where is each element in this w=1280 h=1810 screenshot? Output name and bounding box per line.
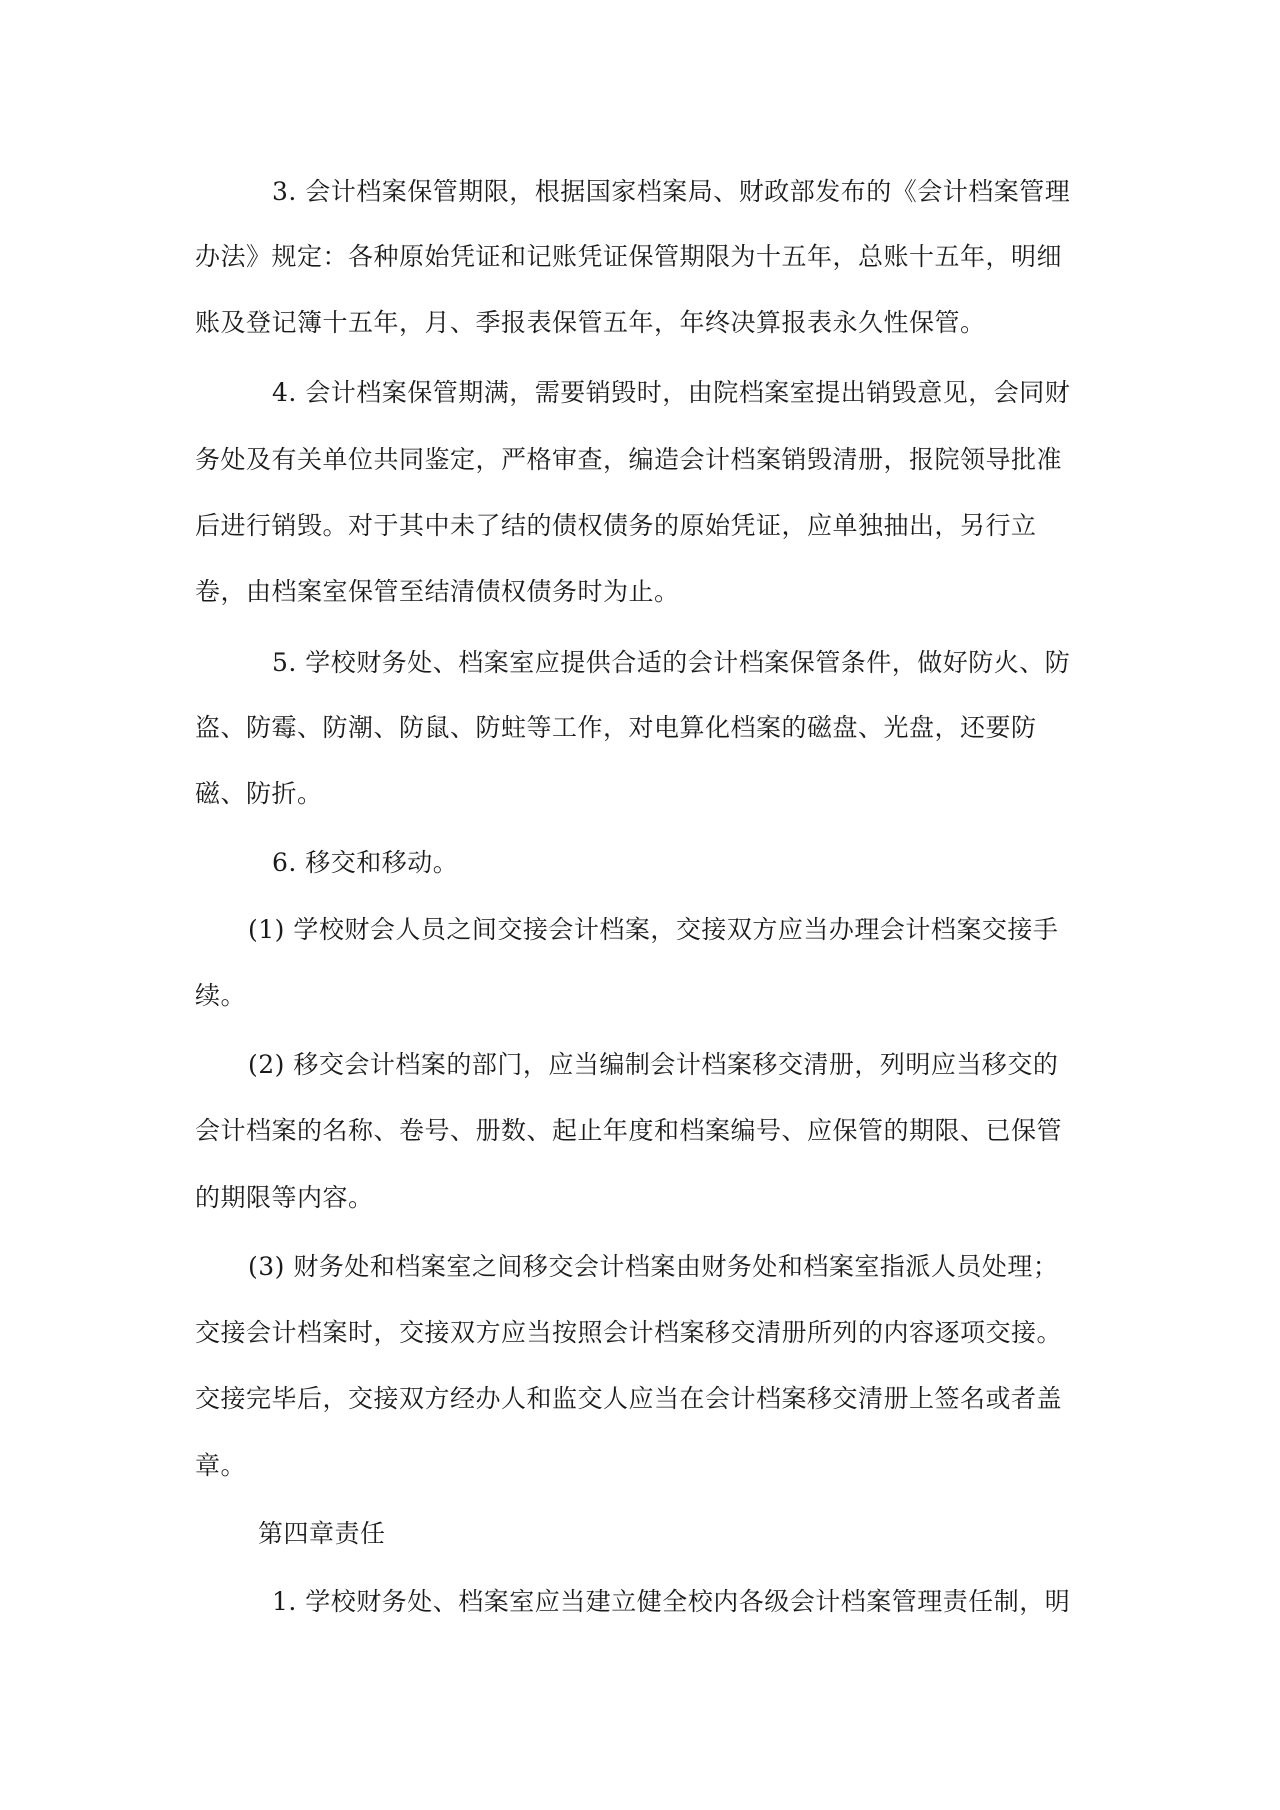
para-6-3-line-1: (3) 财务处和档案室之间移交会计档案由财务处和档案室指派人员处理； <box>248 1252 1059 1281</box>
para-4-line-1: 4. 会计档案保管期满，需要销毁时，由院档案室提出销毁意见，会同财 <box>272 378 1071 407</box>
para-6-2-line-3: 的期限等内容。 <box>195 1183 374 1212</box>
para-6-2-line-2: 会计档案的名称、卷号、册数、起止年度和档案编号、应保管的期限、已保管 <box>195 1116 1063 1145</box>
para-6-line-1: 6. 移交和移动。 <box>272 848 459 877</box>
chapter-4-heading: 第四章责任 <box>258 1519 386 1548</box>
para-3-line-1: 3. 会计档案保管期限，根据国家档案局、财政部发布的《会计档案管理 <box>272 177 1071 206</box>
para-5-line-1: 5. 学校财务处、档案室应提供合适的会计档案保管条件，做好防火、防 <box>272 648 1071 677</box>
para-4-line-2: 务处及有关单位共同鉴定，严格审查，编造会计档案销毁清册，报院领导批准 <box>195 445 1063 474</box>
para-3-line-2: 办法》规定：各种原始凭证和记账凭证保管期限为十五年，总账十五年，明细 <box>195 242 1063 271</box>
chapter-4-para-1-line-1: 1. 学校财务处、档案室应当建立健全校内各级会计档案管理责任制，明 <box>272 1587 1071 1616</box>
para-3-line-3: 账及登记簿十五年，月、季报表保管五年，年终决算报表永久性保管。 <box>195 308 986 337</box>
para-5-line-2: 盗、防霉、防潮、防鼠、防蛀等工作，对电算化档案的磁盘、光盘，还要防 <box>195 713 1037 742</box>
para-6-2-line-1: (2) 移交会计档案的部门，应当编制会计档案移交清册，列明应当移交的 <box>248 1050 1059 1079</box>
para-6-3-line-3: 交接完毕后，交接双方经办人和监交人应当在会计档案移交清册上签名或者盖 <box>195 1384 1063 1413</box>
para-6-3-line-2: 交接会计档案时，交接双方应当按照会计档案移交清册所列的内容逐项交接。 <box>195 1318 1063 1347</box>
para-6-3-line-4: 章。 <box>195 1451 247 1480</box>
para-4-line-3: 后进行销毁。对于其中未了结的债权债务的原始凭证，应单独抽出，另行立 <box>195 511 1037 540</box>
para-6-1-line-1: (1) 学校财会人员之间交接会计档案，交接双方应当办理会计档案交接手 <box>248 915 1059 944</box>
para-4-line-4: 卷，由档案室保管至结清债权债务时为止。 <box>195 577 680 606</box>
para-5-line-3: 磁、防折。 <box>195 779 323 808</box>
para-6-1-line-2: 续。 <box>195 981 247 1010</box>
